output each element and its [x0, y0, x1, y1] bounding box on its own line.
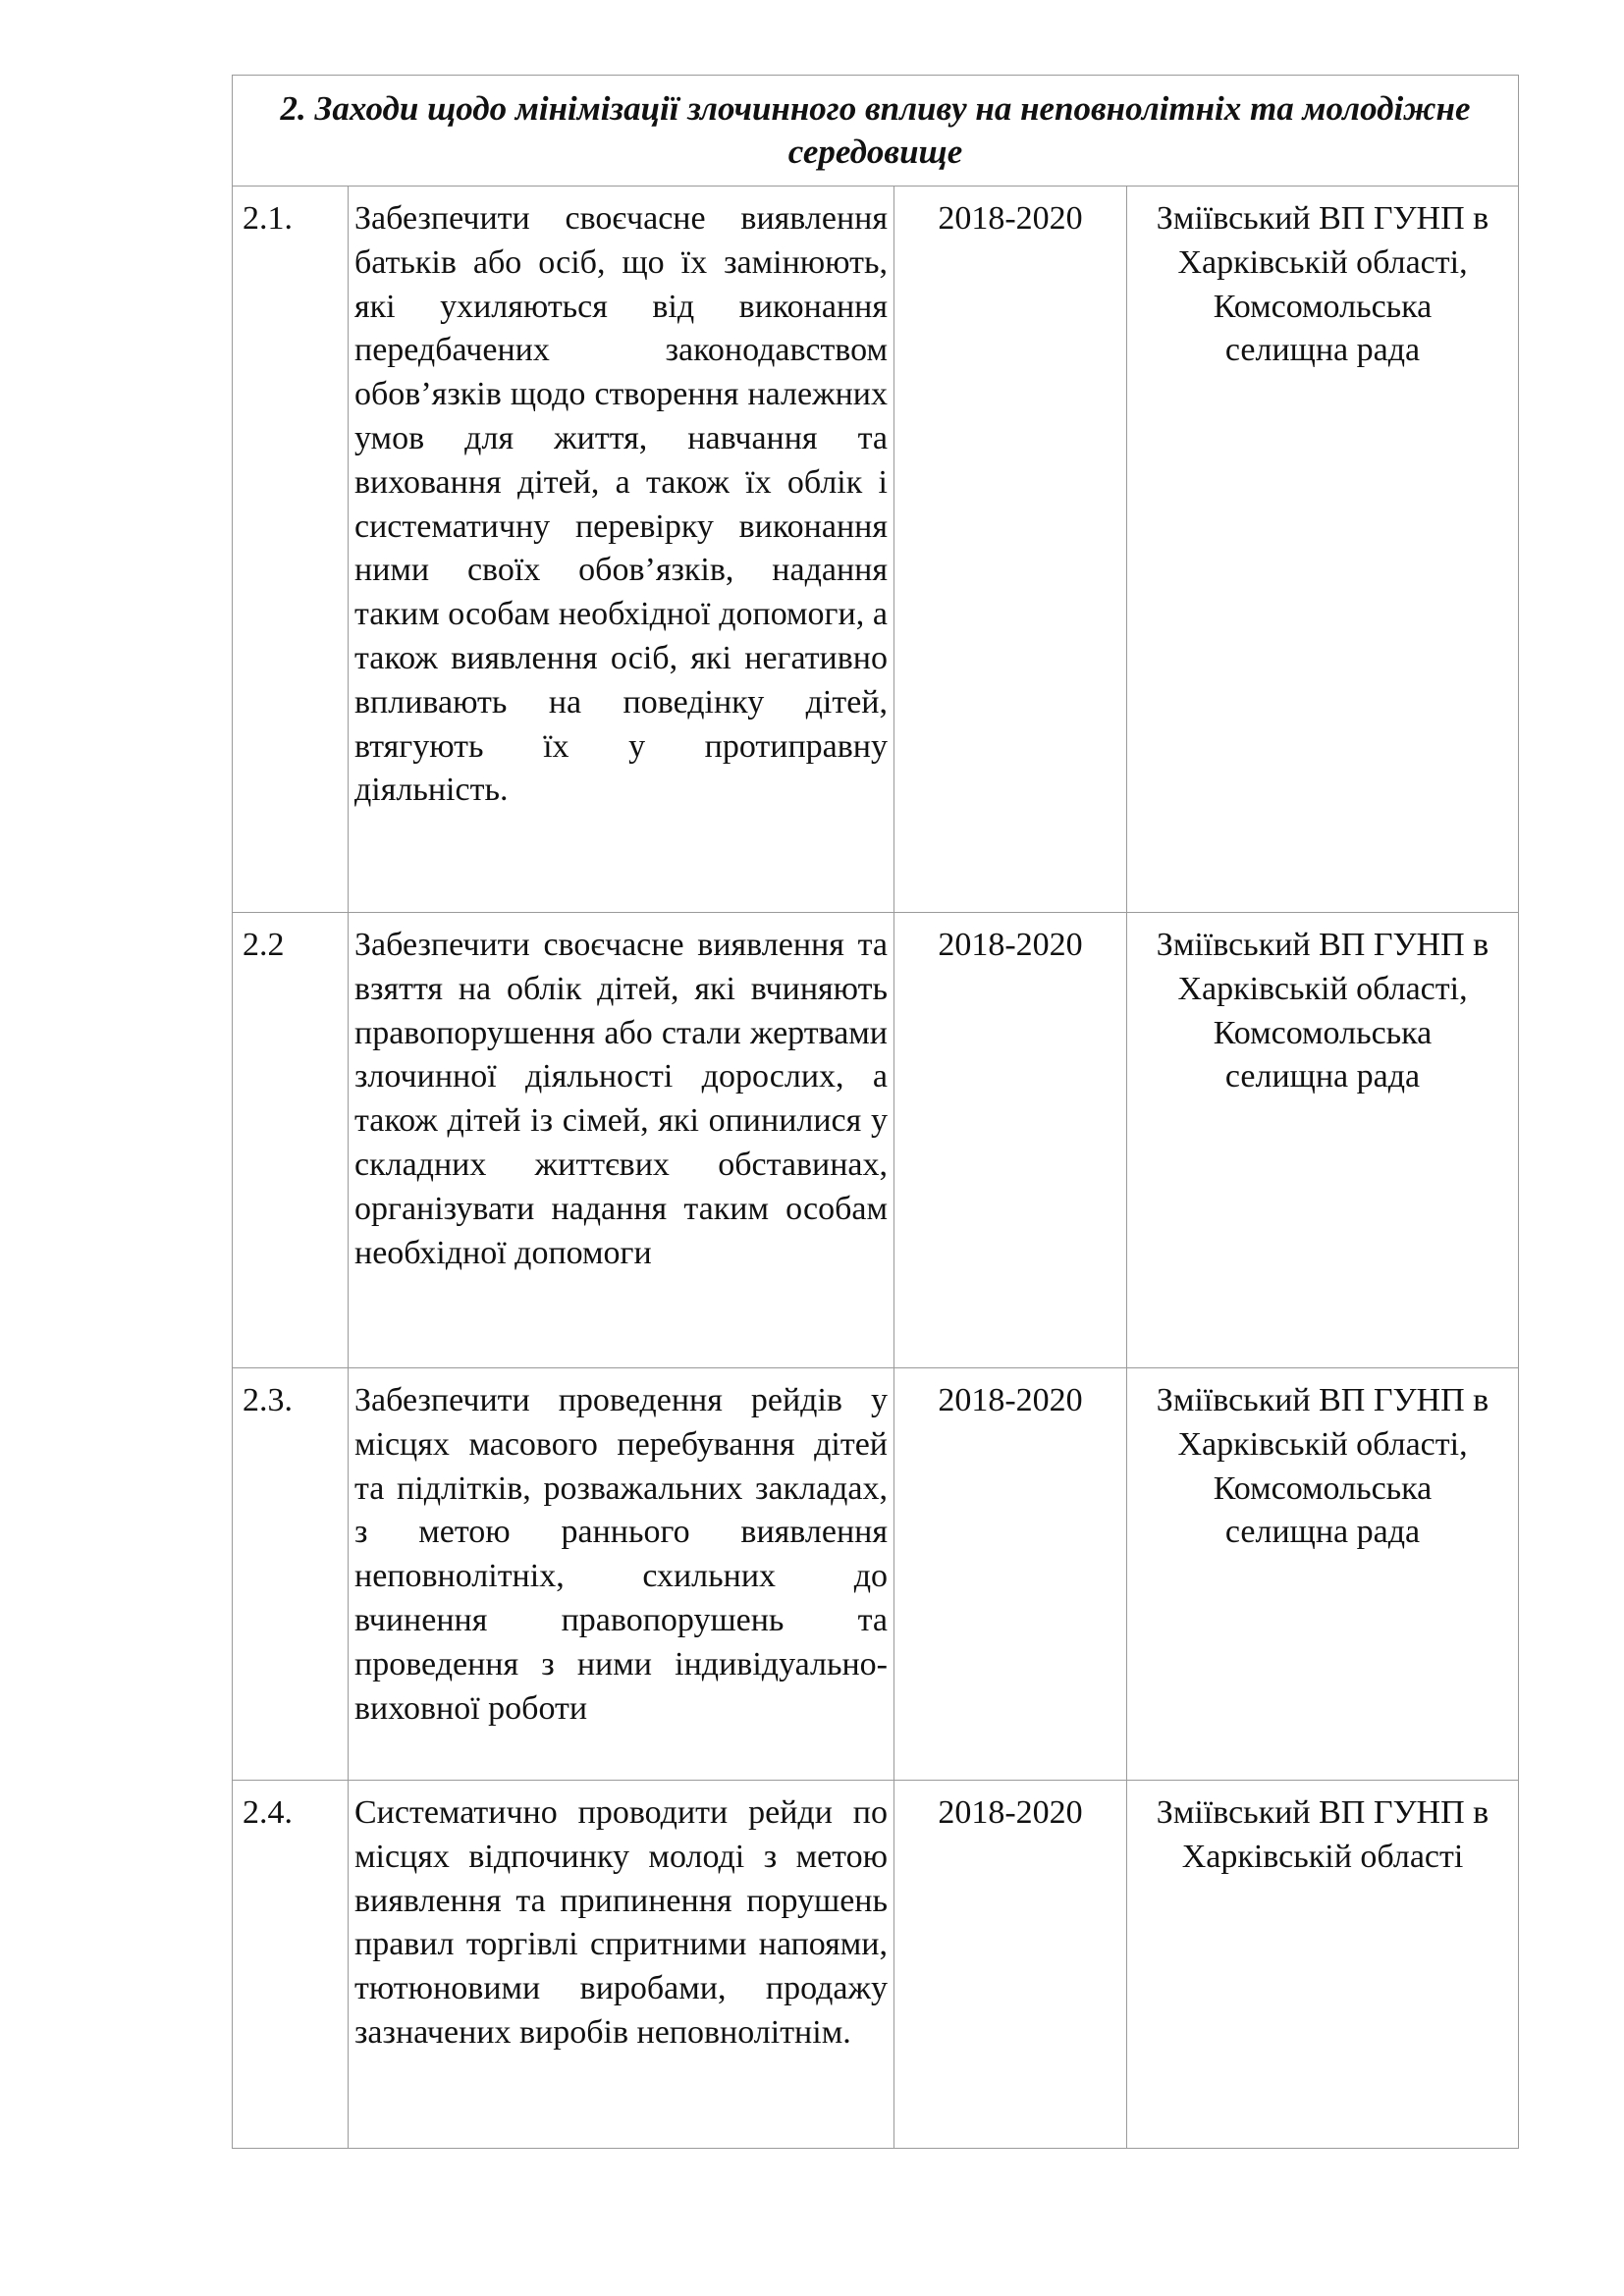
executor-line: Комсомольська	[1213, 1014, 1433, 1051]
row-period: 2018-2020	[894, 1781, 1127, 2149]
executor-line: Харківській області	[1181, 1838, 1464, 1875]
row-executors	[1127, 187, 1519, 913]
measures-table	[232, 75, 1519, 2149]
executor-line: Зміївський ВП ГУНП в	[1156, 927, 1489, 963]
row-executors	[1127, 1368, 1519, 1781]
executor-line: Зміївський ВП ГУНП в	[1156, 1794, 1489, 1831]
row-executors	[1127, 1781, 1519, 2149]
row-number: 2.4.	[233, 1781, 349, 2149]
executor-line: Комсомольська	[1213, 1469, 1433, 1507]
executor-line: селищна рада	[1224, 1514, 1421, 1551]
executor-line: Харківській області,	[1177, 1425, 1468, 1463]
row-period: 2018-2020	[894, 1368, 1127, 1781]
executor-line: Зміївський ВП ГУНП в	[1156, 200, 1489, 237]
row-description: Систематично проводити рейди по місцях відпочинку молоді з метою виявлення та припинення порушень правил торгівлі спритними напоями, тютюновими виробами, продажу зазначених виробів неповнолітнім.	[349, 1781, 894, 2149]
executor-line: Комсомольська	[1213, 288, 1433, 325]
table-row	[233, 913, 1519, 1368]
table-row	[233, 187, 1519, 913]
executor-line: Харківській області,	[1177, 243, 1468, 281]
row-number: 2.1.	[233, 187, 349, 913]
table-row	[233, 1368, 1519, 1781]
executor-line: селищна рада	[1224, 1058, 1421, 1095]
row-description: Забезпечити своєчасне виявлення та взяття на облік дітей, які вчиняють правопорушення або стали жертвами злочинної діяльності дорослих, а також дітей із сімей, які опинилися у складних життєвих обставинах, організувати надання таким особам необхідної допомоги	[349, 913, 894, 1368]
section-title: 2. Заходи щодо мінімізації злочинного впливу на неповнолітніх та молодіжне середовище	[233, 76, 1519, 187]
row-executors	[1127, 913, 1519, 1368]
executor-line: Харківській області,	[1177, 970, 1468, 1007]
row-period: 2018-2020	[894, 187, 1127, 913]
row-period: 2018-2020	[894, 913, 1127, 1368]
row-number: 2.3.	[233, 1368, 349, 1781]
row-description: Забезпечити проведення рейдів у місцях масового перебування дітей та підлітків, розважальних закладах, з метою раннього виявлення неповнолітніх, схильних до вчинення правопорушень та проведення з ними індивідуально-виховної роботи	[349, 1368, 894, 1781]
row-description: Забезпечити своєчасне виявлення батьків або осіб, що їх замінюють, які ухиляються від виконання передбачених законодавством обов’язків щодо створення належних умов для життя, навчання та виховання дітей, а також їх облік і систематичну перевірку виконання ними своїх обов’язків, надання таким особам необхідної допомоги, а також виявлення осіб, які негативно впливають на поведінку дітей, втягують їх у протиправну діяльність.	[349, 187, 894, 913]
section-header-row	[233, 76, 1519, 187]
executor-line: Зміївський ВП ГУНП в	[1156, 1382, 1489, 1418]
row-number: 2.2	[233, 913, 349, 1368]
table-row	[233, 1781, 1519, 2149]
executor-line: селищна рада	[1224, 332, 1421, 369]
